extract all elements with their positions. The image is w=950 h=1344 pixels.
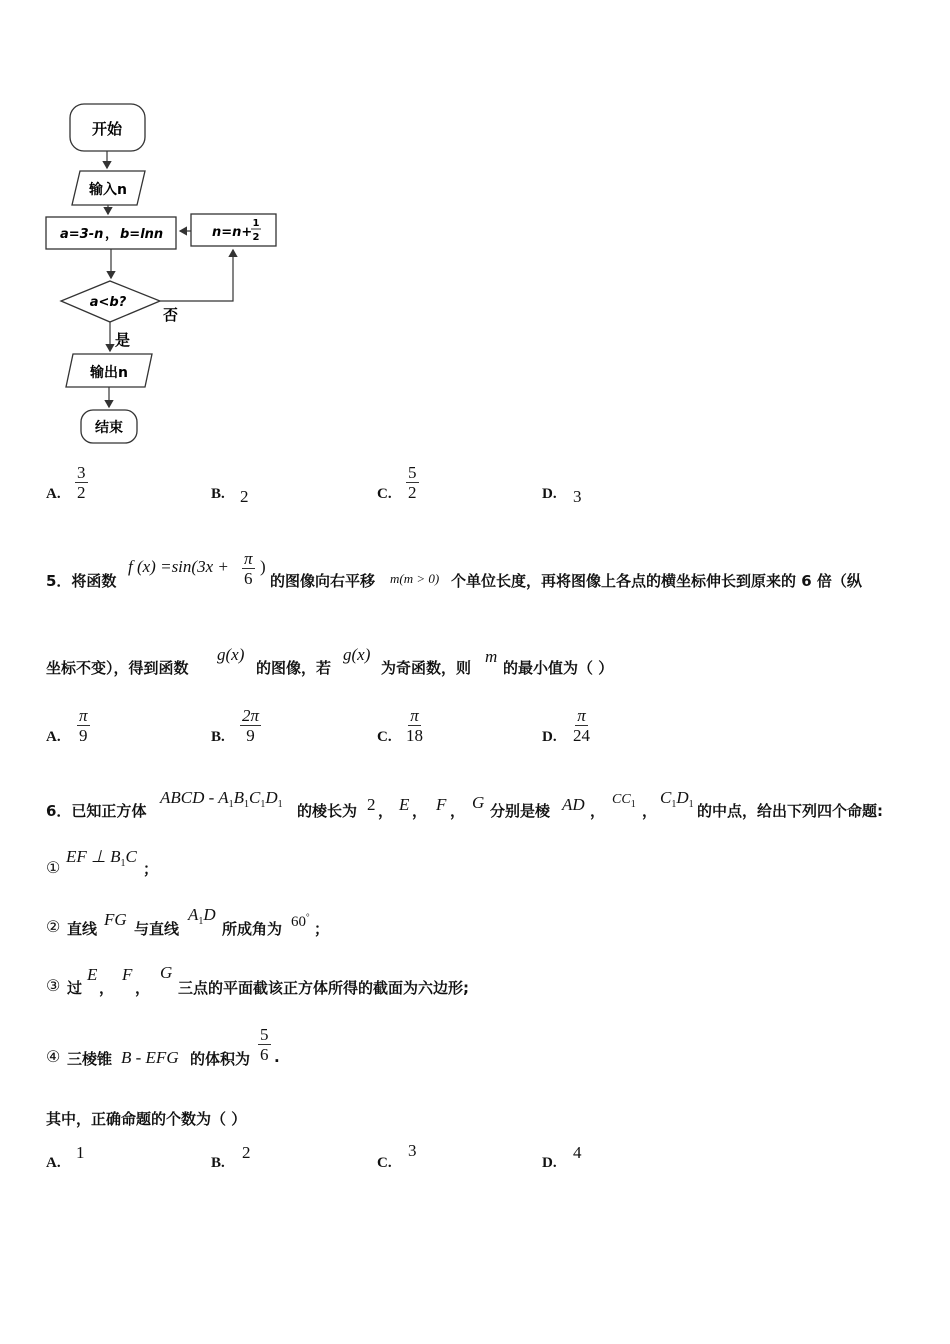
q5-option-c-letter[interactable]: C.: [377, 729, 392, 745]
q4-option-c-fraction: [406, 463, 419, 502]
q6-p4-mark: ④: [46, 1049, 61, 1066]
q5-d-num: π: [577, 706, 586, 725]
q6-p3-G: G: [160, 963, 173, 982]
q5-line1-mid: 的图像向右平移: [270, 572, 376, 590]
q6-p2-fg: FG: [104, 910, 127, 929]
q5-option-d-letter[interactable]: D.: [542, 729, 557, 745]
q6-cube-d1: D: [265, 788, 278, 807]
q6-AD: AD: [562, 795, 585, 814]
q5-c-den: 18: [406, 726, 423, 745]
q6-p4-end: .: [274, 1048, 280, 1066]
output-text: 输出n: [90, 365, 128, 381]
q6-t1: 的棱长为: [297, 802, 358, 820]
start-text: 开始: [91, 120, 123, 138]
q6-sub: 1: [688, 799, 694, 810]
q6-option-d-value: 4: [573, 1143, 582, 1162]
q4-option-a-letter[interactable]: A.: [46, 486, 61, 502]
q5-c-num: π: [410, 706, 419, 725]
q6-p3-b: 三点的平面截该正方体所得的截面为六边形;: [178, 979, 470, 997]
q6-p1-mark: ①: [46, 860, 61, 877]
q5-line2-a: 坐标不变），得到函数: [46, 659, 189, 677]
q6-p2-d: D: [203, 905, 216, 924]
input-text: 输入n: [89, 182, 127, 198]
q6-sub: 1: [244, 799, 250, 810]
q6-c1: C: [660, 788, 672, 807]
q5-func-den: 6: [244, 569, 253, 588]
q6-comma-2: ，: [412, 802, 428, 820]
q6-p3-E: E: [87, 965, 98, 984]
q6-sub: 1: [630, 799, 636, 810]
q6-cube: [160, 788, 283, 810]
q6-sub: 1: [198, 916, 204, 927]
q5-g1: g(x): [217, 645, 245, 664]
q5-line2-d: 的最小值为（ ）: [503, 659, 614, 677]
q5-func-left: f (x) =sin(3x +: [128, 557, 229, 576]
q6-comma-4: ，: [590, 802, 606, 820]
q6-p4-formula: B - EFG: [121, 1048, 179, 1067]
q6-t2: 分别是棱: [490, 802, 551, 820]
q6-option-b-letter[interactable]: B.: [211, 1155, 225, 1171]
q6-comma-5: ，: [642, 802, 658, 820]
q6-p3-F: F: [122, 965, 133, 984]
q6-p4-num: 5: [260, 1025, 269, 1044]
q5-b-num: 2π: [242, 706, 260, 725]
q6-option-d-letter[interactable]: D.: [542, 1155, 557, 1171]
q6-option-a-value: 1: [76, 1143, 85, 1162]
q6-C1D1: [660, 788, 694, 810]
q6-sub: 1: [228, 799, 234, 810]
q6-option-b-value: 2: [242, 1143, 251, 1162]
assign-b-text: b=lnn: [120, 227, 164, 242]
q6-option-c-value: 3: [408, 1141, 417, 1160]
q4-option-d-letter[interactable]: D.: [542, 486, 557, 502]
q6-p2-end: ；: [314, 920, 330, 938]
q5-func-right: ): [260, 557, 266, 576]
q6-E: E: [399, 795, 410, 814]
q6-comma-1: ，: [378, 802, 394, 820]
q6-sub: 1: [277, 799, 283, 810]
q6-cube-b1: B: [233, 788, 245, 807]
update-text: n=n+: [212, 225, 253, 240]
q6-p4-a: 三棱锥: [67, 1050, 113, 1068]
q6-p2-a1: A: [188, 905, 199, 924]
q5-m: m: [485, 647, 498, 666]
q6-p2-a: 直线: [67, 920, 98, 938]
q6-F: F: [436, 795, 447, 814]
end-text: 结束: [95, 420, 123, 436]
q4-a-num: 3: [77, 463, 86, 482]
no-label: 否: [163, 306, 179, 324]
q6-d1: D: [676, 788, 689, 807]
q5-prefix: 5．将函数: [46, 572, 117, 590]
q4-option-b-letter[interactable]: B.: [211, 486, 225, 502]
q5-option-c-fraction: [406, 706, 423, 745]
q6-p2-b: 与直线: [134, 920, 180, 938]
q5-option-d-fraction: [573, 706, 590, 745]
q6-sub: 1: [120, 858, 126, 869]
q6-p2-mark: ②: [46, 919, 61, 936]
q6-edge: 2: [367, 795, 376, 814]
q5-func-num: π: [244, 549, 253, 568]
q5-func-fraction: [242, 549, 255, 588]
q4-option-a-fraction: [75, 463, 88, 502]
q6-p3-mark: ③: [46, 978, 61, 995]
q5-b-den: 9: [246, 726, 255, 745]
q6-prefix: 6．已知正方体: [46, 802, 147, 820]
q5-line2-c: 为奇函数，则: [381, 659, 472, 677]
q6-p2-c: 所成角为: [222, 920, 283, 938]
q5-option-a-fraction: [77, 706, 90, 745]
q5-g2: g(x): [343, 645, 371, 664]
q6-p3-a: 过: [67, 979, 83, 997]
q6-cube-base: ABCD -: [160, 788, 215, 807]
q5-d-den: 24: [573, 726, 590, 745]
q5-a-num: π: [79, 706, 88, 725]
q6-p2-a1d: [188, 905, 216, 927]
q6-p2-angle-value: 60: [291, 914, 306, 930]
q6-option-c-letter[interactable]: C.: [377, 1155, 392, 1171]
q6-p1-main: EF ⊥ B: [66, 847, 121, 866]
q5-option-b-letter[interactable]: B.: [211, 729, 225, 745]
q6-p2-degree: °: [306, 912, 310, 922]
q6-sub: 1: [671, 799, 677, 810]
q6-G: G: [472, 793, 485, 812]
yes-label: 是: [115, 331, 131, 349]
q5-option-b-fraction: [240, 706, 261, 745]
q4-a-den: 2: [77, 483, 86, 502]
q5-shift: m(m > 0): [390, 571, 440, 586]
assign-sep: ，: [105, 227, 119, 242]
q6-cc: CC: [612, 792, 631, 807]
q4-option-c-letter[interactable]: C.: [377, 486, 392, 502]
q6-p4-fraction: [258, 1025, 271, 1064]
q6-p1-c: C: [125, 847, 137, 866]
q6-cube-a1: A: [218, 788, 229, 807]
q6-question: 其中，正确命题的个数为（ ）: [46, 1110, 247, 1128]
q6-t3: 的中点，给出下列四个命题:: [697, 802, 883, 820]
update-num: 1: [252, 218, 260, 229]
flowchart: [0, 0, 320, 460]
q6-comma-3: ，: [450, 802, 466, 820]
update-den: 2: [252, 232, 260, 243]
q6-cube-c1: C: [249, 788, 261, 807]
q5-option-a-letter[interactable]: A.: [46, 729, 61, 745]
q6-p3-comma1: ，: [99, 979, 115, 997]
assign-a-text: a=3-n: [60, 227, 104, 242]
q4-c-den: 2: [408, 483, 417, 502]
q6-p1-end: ；: [143, 860, 159, 878]
q4-c-num: 5: [408, 463, 417, 482]
q4-option-b-value: 2: [240, 487, 249, 506]
q6-p3-comma2: ，: [135, 979, 151, 997]
q5-line2-b: 的图像，若: [256, 659, 332, 677]
q6-p4-den: 6: [260, 1045, 269, 1064]
q4-option-d-value: 3: [573, 487, 582, 506]
q6-p2-angle: [291, 912, 310, 931]
q6-p1-formula: [66, 847, 137, 869]
decision-text: a<b?: [89, 295, 127, 310]
q6-option-a-letter[interactable]: A.: [46, 1155, 61, 1171]
q5-a-den: 9: [79, 726, 88, 745]
q6-sub: 1: [260, 799, 266, 810]
q6-p4-b: 的体积为: [190, 1050, 251, 1068]
q5-line1-suffix: 个单位长度，再将图像上各点的横坐标伸长到原来的 6 倍（纵: [451, 572, 862, 590]
q6-CC1: [612, 792, 636, 810]
